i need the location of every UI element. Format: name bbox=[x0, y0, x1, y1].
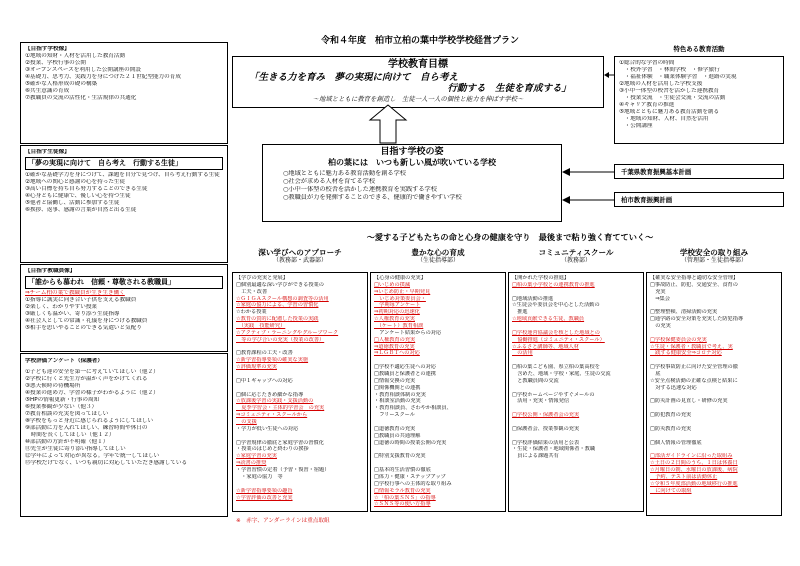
column-line: 推進 bbox=[512, 309, 528, 316]
list-item: ⑥挨拶、返事、感謝の言葉が自然と出る生徒 bbox=[25, 207, 137, 213]
column-line: ・授業のはじめと終わりの挨拶 bbox=[236, 446, 309, 453]
column-line: □学校運営協議会を核とした地域との bbox=[512, 329, 600, 336]
column-line: □防犯教育の充実 bbox=[650, 412, 692, 419]
column-line: ☆家庭学習の充実 bbox=[236, 453, 277, 460]
column-title: コミュニティスクール bbox=[538, 248, 614, 257]
list-item: ①指導に誠実に向き合い子供を支える教職員 bbox=[25, 296, 137, 303]
list-item: ⑨部活動に力を入れてほしい、練習時間や休日の bbox=[25, 424, 148, 431]
column-line: □個に応じたきめ細かな指導 bbox=[236, 391, 304, 398]
column-line: ☆ＳＮＳ等の使い方指導 bbox=[374, 501, 431, 508]
column-line: □柏の葉こども園、県立柏の葉高校を bbox=[512, 364, 600, 371]
column-line: □学校評価結果の活用と公表 bbox=[512, 439, 580, 446]
column-line: □学校公開・保護者会の充実 bbox=[512, 412, 580, 419]
column-header bbox=[508, 248, 644, 265]
teacher-red-note: ⇒チーム柏の葉で教職員が生き生き働く bbox=[25, 289, 125, 296]
column-line: ⇒集会 bbox=[650, 295, 670, 302]
school-image-list bbox=[25, 53, 223, 102]
survey-box bbox=[20, 353, 228, 517]
teacher-image-header: 【目指す教職員像】 bbox=[25, 268, 76, 274]
list-item: ①地域の知財・人材を活用した教育活動 bbox=[25, 52, 126, 59]
column-line: ☆生徒会や委員会を中心とした活動の bbox=[512, 302, 600, 309]
survey-list bbox=[25, 369, 223, 467]
column-box bbox=[370, 272, 506, 512]
column-header bbox=[232, 248, 368, 265]
vision-motto: 柏の葉には いつも新しい風が吹いている学校 bbox=[328, 158, 496, 168]
column-line: ☆人権教育の充実 bbox=[374, 316, 415, 323]
teacher-image-list bbox=[25, 297, 223, 332]
list-item: ⑬学校だけでなく、いつも親切に対応していただき感謝している bbox=[25, 459, 188, 466]
list-item: ②授業、学校行事の公開 bbox=[25, 59, 86, 66]
list-item: ③厳しくも温かい、寄り添う生徒指導 bbox=[25, 310, 120, 317]
column-line: 含めた、地域・学校・家庭、生徒の交流 bbox=[512, 371, 611, 378]
column-line: 予約、テスト前は活動休止 bbox=[650, 473, 718, 480]
column-line: ⇒いじめ防止・早期発見 bbox=[374, 288, 431, 295]
column-header bbox=[646, 248, 782, 265]
column-line: ・教育相談体制の充実 bbox=[374, 391, 426, 398]
list-item: ④基礎力、思考力、実践力を身につけた２１世紀型能力の育成 bbox=[25, 73, 181, 80]
column-line: □学校事故防止に向けた安全管理の徹 bbox=[650, 364, 738, 371]
column-line: □学校不適応生徒への対応 bbox=[374, 364, 436, 371]
list-item: ②地域への関心と感謝の心を持った生徒 bbox=[25, 179, 126, 186]
school-goal-line2: 行動する 生徒を育成する」 bbox=[447, 83, 571, 95]
list-item: ①確かな基礎学力を身につけて、課題を自分で見つけ、自ら考え行動する生徒 bbox=[25, 172, 220, 179]
column-title: 学校安全の取り組み bbox=[679, 248, 749, 257]
features-box bbox=[614, 56, 784, 144]
vision-header: 目指す学校の姿 bbox=[380, 147, 444, 157]
list-item: ④社会人としての常識・礼儀を身につける教職員 bbox=[25, 317, 148, 324]
features-title: 特色ある教育活動 bbox=[673, 45, 725, 53]
column-line: ・学力が低い生徒への対応 bbox=[236, 425, 299, 432]
plans-arrow-icon bbox=[562, 160, 614, 210]
column-line bbox=[650, 433, 778, 440]
column-dept: （教務部） bbox=[560, 257, 591, 265]
column-line: フリースクール bbox=[374, 412, 415, 419]
column-line: アンケート結果からの対応 bbox=[374, 329, 442, 336]
list-item: ・授業交流 ・生徒会交流・交流の活動 bbox=[619, 94, 726, 101]
column-line: ☆教育の質的に配慮した授業の実践 bbox=[236, 316, 319, 323]
student-image-box bbox=[20, 145, 228, 263]
list-item: ⑦教職員の交流の活性化・生活規律の共通化 bbox=[25, 94, 137, 101]
column-line: の活用 bbox=[512, 350, 533, 357]
list-item: ④心身ともに健康で、優しい心を持つ生徒 bbox=[25, 193, 131, 200]
column-line: と教職員間の交流 bbox=[512, 377, 559, 384]
column-line: □柏の葉小学校との連携教育の推進 bbox=[512, 281, 595, 288]
column-line bbox=[650, 405, 778, 412]
column-line: ☆わかる授業 bbox=[236, 309, 267, 316]
column-line: ☆新学習指導要領の趣旨 bbox=[236, 487, 293, 494]
school-image-box bbox=[20, 42, 228, 144]
list-item: ・福祉体験 ・職業体験学習 ・進路の実現 bbox=[619, 73, 737, 80]
features-arrow-icon bbox=[604, 70, 614, 80]
features-list bbox=[619, 60, 779, 130]
column-line: □部活ガイドラインに沿った取組み bbox=[650, 453, 733, 460]
column-line bbox=[650, 392, 778, 399]
teacher-image-box bbox=[20, 264, 228, 352]
list-item: ・校外学習 ・林間学校 ・修学旅行 bbox=[619, 66, 720, 73]
school-goal-sub: ～地域とともに教育を創造し 生徒一人一人の個性と能力を伸ばす学校～ bbox=[312, 95, 524, 104]
column-line: □人権教育の充実 bbox=[374, 336, 416, 343]
column-line: 【心身の健康の充実】 bbox=[374, 275, 426, 281]
column-box bbox=[232, 272, 368, 512]
column-line bbox=[512, 289, 640, 296]
column-line bbox=[512, 433, 640, 440]
teacher-motto: 「誰からも慕われ 信頼・尊敬される教職員」 bbox=[25, 276, 223, 289]
school-goal-line1: 「生きる力を育み 夢の実現に向けて 自ら考え bbox=[249, 71, 459, 83]
column-line: ⇒道徳教育の充実 bbox=[374, 343, 415, 350]
column-line bbox=[650, 419, 778, 426]
column-line: □学習規律の徹底と家庭学習の習慣化 bbox=[236, 439, 324, 446]
column-line bbox=[512, 323, 640, 330]
column-line bbox=[650, 330, 778, 337]
column-line: □道徳教育の充実 bbox=[374, 425, 416, 432]
column-line: ⇒初期対応の迅速化 bbox=[374, 309, 420, 316]
column-line: ☆地域貢献できる生徒、教職員 bbox=[512, 316, 585, 323]
survey-header: 学校評価アンケート（保護者） bbox=[25, 358, 103, 364]
student-image-header: 【目指す生徒像】 bbox=[25, 149, 70, 155]
column-line: □通学路の安全対策を充実した防犯指導 bbox=[650, 316, 744, 323]
column-line: ☆安全点検活動の正確な点検と結果に bbox=[650, 377, 738, 384]
column-line: 充実 bbox=[650, 288, 666, 295]
column-line: の充実 bbox=[650, 323, 671, 330]
column-line: □個人情報の管理徹底 bbox=[650, 439, 702, 446]
column-line: □教職員の共通理解 bbox=[374, 432, 421, 439]
column-header bbox=[370, 248, 506, 265]
column-line: ☆アクティブ・ラーニングやグループワーク bbox=[236, 329, 339, 336]
column-line: □事故防止、防犯、交通安全、食育の bbox=[650, 281, 738, 288]
list-item: ○小中一体型の校舎を活かした連携教育を実践する学校 bbox=[283, 185, 437, 193]
column-line bbox=[650, 357, 778, 364]
column-line: ☆新学習指導要領の確実な実施 bbox=[236, 357, 309, 364]
list-item: ・地域の知財、人材、自然を活用 bbox=[619, 115, 709, 122]
up-arrow-icon bbox=[368, 104, 408, 144]
school-goal-box bbox=[232, 56, 604, 108]
column-line: □整理整頓、清掃活動の充実 bbox=[650, 309, 718, 316]
column-title: 豊かな心の育成 bbox=[411, 248, 465, 257]
list-item: ③小中一体型の校舎を活かした連携教育 bbox=[619, 87, 720, 94]
column-line: □関係機関との連携 bbox=[374, 384, 421, 391]
column-line: ⇒読書の推奨 bbox=[236, 460, 267, 467]
column-line: □学校保健委員会の充実 bbox=[650, 336, 707, 343]
list-item: ⑫学年によって対応が異なる。学年で統一してほしい bbox=[25, 452, 160, 459]
list-item: ○教職員が力を発揮することのできる、健康的で働きやすい学校 bbox=[283, 193, 462, 201]
column-line: 学期毎アンケート bbox=[374, 302, 421, 309]
column-line: ☆評価規準の充実 bbox=[236, 364, 277, 371]
school-goal-header: 学校教育目標 bbox=[388, 59, 448, 70]
column-line: 対する迅速な対応 bbox=[650, 384, 697, 391]
column-line: □情報モラル教育の充実 bbox=[374, 487, 431, 494]
column-line: に向けての取組 bbox=[650, 487, 692, 494]
list-item: ⑥共生意識の育成 bbox=[25, 87, 70, 94]
column-line: ☆放課後学習の実践・支援活動の bbox=[236, 398, 314, 405]
list-item: ⑤地域とともに魅力ある教育活動を創る bbox=[619, 108, 720, 115]
column-line: 夏季学習会・主体的学習会 の充実 bbox=[236, 405, 325, 412]
column-line: ・家庭の協力 等 bbox=[236, 473, 283, 480]
column-line bbox=[650, 302, 778, 309]
column-line bbox=[374, 460, 502, 467]
column-title: 深い学びへのアプローチ bbox=[258, 248, 342, 257]
column-line bbox=[512, 419, 640, 426]
column-line: ⇒コミュニティ・スクールから bbox=[236, 412, 308, 419]
column-line bbox=[236, 344, 364, 351]
column-line: ☆学習評価の改善と充実 bbox=[236, 494, 293, 501]
column-line: □学校行事への主体的な取り組み bbox=[374, 480, 452, 487]
column-line bbox=[512, 405, 640, 412]
list-item: ⑥授業参観が少ない（他３） bbox=[25, 403, 98, 410]
column-line bbox=[374, 446, 502, 453]
column-dept: （生徒指導部） bbox=[416, 257, 459, 265]
column-line: □情報交換の充実 bbox=[374, 377, 416, 384]
page-title: 令和４年度 柏市立柏の葉中学校学校経営プラン bbox=[320, 36, 519, 46]
column-dept: （管理部・生徒指導部） bbox=[680, 257, 747, 265]
column-line: ・生徒・保護者・地域関係者・教職 bbox=[512, 446, 596, 453]
column-line: ・教育相談員、さわやか相談員、 bbox=[374, 405, 452, 412]
column-line: 等の学び合いの充実（授業の改善） bbox=[236, 336, 325, 343]
column-line: 【確実な安全指導と適切な安全管理】 bbox=[650, 275, 739, 281]
column-line: □体力・健康・ステップアップ bbox=[374, 473, 446, 480]
column-line: ☆ふるさと講師等、地域人材 bbox=[512, 343, 579, 350]
column-line: ☆家庭の協力による、学習の習慣化 bbox=[236, 302, 319, 309]
column-line bbox=[512, 357, 640, 364]
list-item: ⑩部活動の方針が不明確（他１） bbox=[25, 438, 109, 445]
list-item: ③高い目標を持ち自ら努力することのできる生徒 bbox=[25, 186, 148, 193]
column-line bbox=[374, 357, 502, 364]
column-line: □防災教育の充実 bbox=[650, 425, 692, 432]
column-line: □中１ギャップへの対応 bbox=[236, 377, 293, 384]
list-item: ⑦教育相談の充実を図ってほしい bbox=[25, 410, 109, 417]
column-line bbox=[236, 433, 364, 440]
list-item: ⑤HPの情報更新・行事の周知 bbox=[25, 396, 100, 403]
column-line: 員による課題共有 bbox=[512, 453, 559, 460]
column-line: 践する健康安全⇒コロナ対応 bbox=[650, 350, 722, 357]
column-line: ☆生徒・保護者・教職員で考え、実 bbox=[650, 343, 733, 350]
column-line: □防災計画の見直し・研修の充実 bbox=[650, 398, 728, 405]
column-line bbox=[236, 385, 364, 392]
column-line bbox=[512, 385, 640, 392]
column-line: ☆ＧＩＧＡスクール構想の調査等の活用 bbox=[236, 295, 329, 302]
column-line: ⇒ＬＧＢＴへの対応 bbox=[374, 350, 420, 357]
column-line: ☆令和５年度部活動の地域移行の推進 bbox=[650, 480, 738, 487]
column-line bbox=[236, 481, 364, 488]
column-line: ☆「柏の葉ＳＮＳ」の指導 bbox=[374, 494, 436, 501]
column-line: ☆土日の２日間のうち、１日は休養日 bbox=[650, 460, 738, 467]
list-item: ⑤他者と協働し、活動に参加する生徒 bbox=[25, 200, 120, 207]
chiba-plan-box: 千葉県教育振興基本計画 bbox=[614, 164, 784, 179]
column-line: 協働推進（コミュニティ・スクール） bbox=[512, 336, 605, 343]
list-item: ⑪先生が生徒に寄り添い指導してほしい bbox=[25, 445, 126, 452]
list-item: ④授業の進め方、学習の様子がわかるように（他２） bbox=[25, 389, 159, 396]
list-item: ①子ども達の安全を第一に考えていてほしい（他２） bbox=[25, 368, 159, 375]
student-motto: 「夢の実現に向けて 自ら考え 行動する生徒」 bbox=[25, 157, 223, 170]
column-line: □いじめの撲滅 bbox=[374, 281, 411, 288]
vision-list bbox=[269, 170, 555, 201]
footnote: ※ 赤字、アンダーラインは重点取組 bbox=[230, 515, 380, 529]
column-line: □学校ホームページやすぐメールの bbox=[512, 391, 595, 398]
column-line: 【学びの充実と発展】 bbox=[236, 275, 288, 281]
school-vision-box bbox=[262, 144, 562, 222]
kashiwa-plan-box: 柏市教育振興計画 bbox=[614, 192, 784, 207]
list-item: 時間を長くしてほしい（他１２） bbox=[25, 431, 115, 438]
banner: ～愛する子どもたちの命と心身の健康を守り 最後まで粘り強く育てていく～ bbox=[366, 232, 654, 242]
column-line: ・相談室活動の充実 bbox=[374, 398, 421, 405]
column-line: 活用・充実・情報発信 bbox=[512, 398, 570, 405]
list-item: ③悪天候時の待機場所 bbox=[25, 382, 81, 389]
column-line: □地域活動の推進 bbox=[512, 295, 554, 302]
column-line: （実践 技能研究） bbox=[236, 323, 286, 330]
column-line bbox=[236, 371, 364, 378]
list-item: ④キャリア教育の推進 bbox=[619, 101, 675, 108]
column-line: 工夫・改善 bbox=[236, 288, 268, 295]
column-line bbox=[650, 446, 778, 453]
list-item: ○地域とともに魅力ある教育活動を創る学校 bbox=[283, 170, 406, 178]
column-line: □特別支援教育の充実 bbox=[374, 453, 426, 460]
column-box bbox=[508, 272, 644, 512]
column-line: □基本的生活習慣の徹底 bbox=[374, 467, 431, 474]
column-line: ・学習習慣の定着（予習・復習・宿題） bbox=[236, 467, 330, 474]
list-item: ②学校に行くと先生方が温かく声をかけてくれる bbox=[25, 375, 148, 382]
column-line: いじめ対策委員会・ bbox=[374, 295, 426, 302]
list-item: ③オープンスペースを利用した公開講座の開設 bbox=[25, 66, 141, 73]
list-item: ②地域の人材を活用した学校支援 bbox=[619, 80, 703, 87]
column-line: □個別最適な深い学びができる授業の bbox=[236, 281, 324, 288]
column-line: 底 bbox=[650, 371, 661, 378]
column-line: （ケート）教育相談 bbox=[374, 323, 424, 330]
list-item: ②楽しく、わかりやすい授業 bbox=[25, 303, 98, 310]
column-line bbox=[374, 419, 502, 426]
column-line: □保護者会、授業参観の充実 bbox=[512, 425, 580, 432]
list-item: ⑤相手を思いやることのできる気遣いと気配り bbox=[25, 324, 142, 331]
school-image-header: 【目指す学校像】 bbox=[25, 46, 70, 52]
list-item: ○社会が求める人材を育てる学校 bbox=[283, 178, 376, 185]
list-item: ⑤確かな人格形成の礎の構築 bbox=[25, 80, 98, 87]
column-line: □教育課程の工夫・改善 bbox=[236, 350, 293, 357]
list-item: ①総合的な学習の時間 bbox=[619, 60, 675, 66]
column-dept: （教務部・武器部） bbox=[272, 257, 327, 265]
column-line: 【開かれた学校の推進】 bbox=[512, 275, 570, 281]
list-item: ・公開講座 bbox=[619, 122, 653, 129]
list-item: ⑧学校をもっと身近に感じられるようにしてほしい bbox=[25, 417, 154, 424]
column-line: □道徳の時間の授業公開の充実 bbox=[374, 439, 447, 446]
column-line: の支援 bbox=[236, 419, 257, 426]
column-line: ☆月曜日の朝、水曜日の放課後、病院 bbox=[650, 467, 738, 474]
column-line: □教職員と保護者との連携 bbox=[374, 371, 436, 378]
column-box bbox=[646, 272, 782, 516]
student-image-list bbox=[25, 172, 223, 214]
